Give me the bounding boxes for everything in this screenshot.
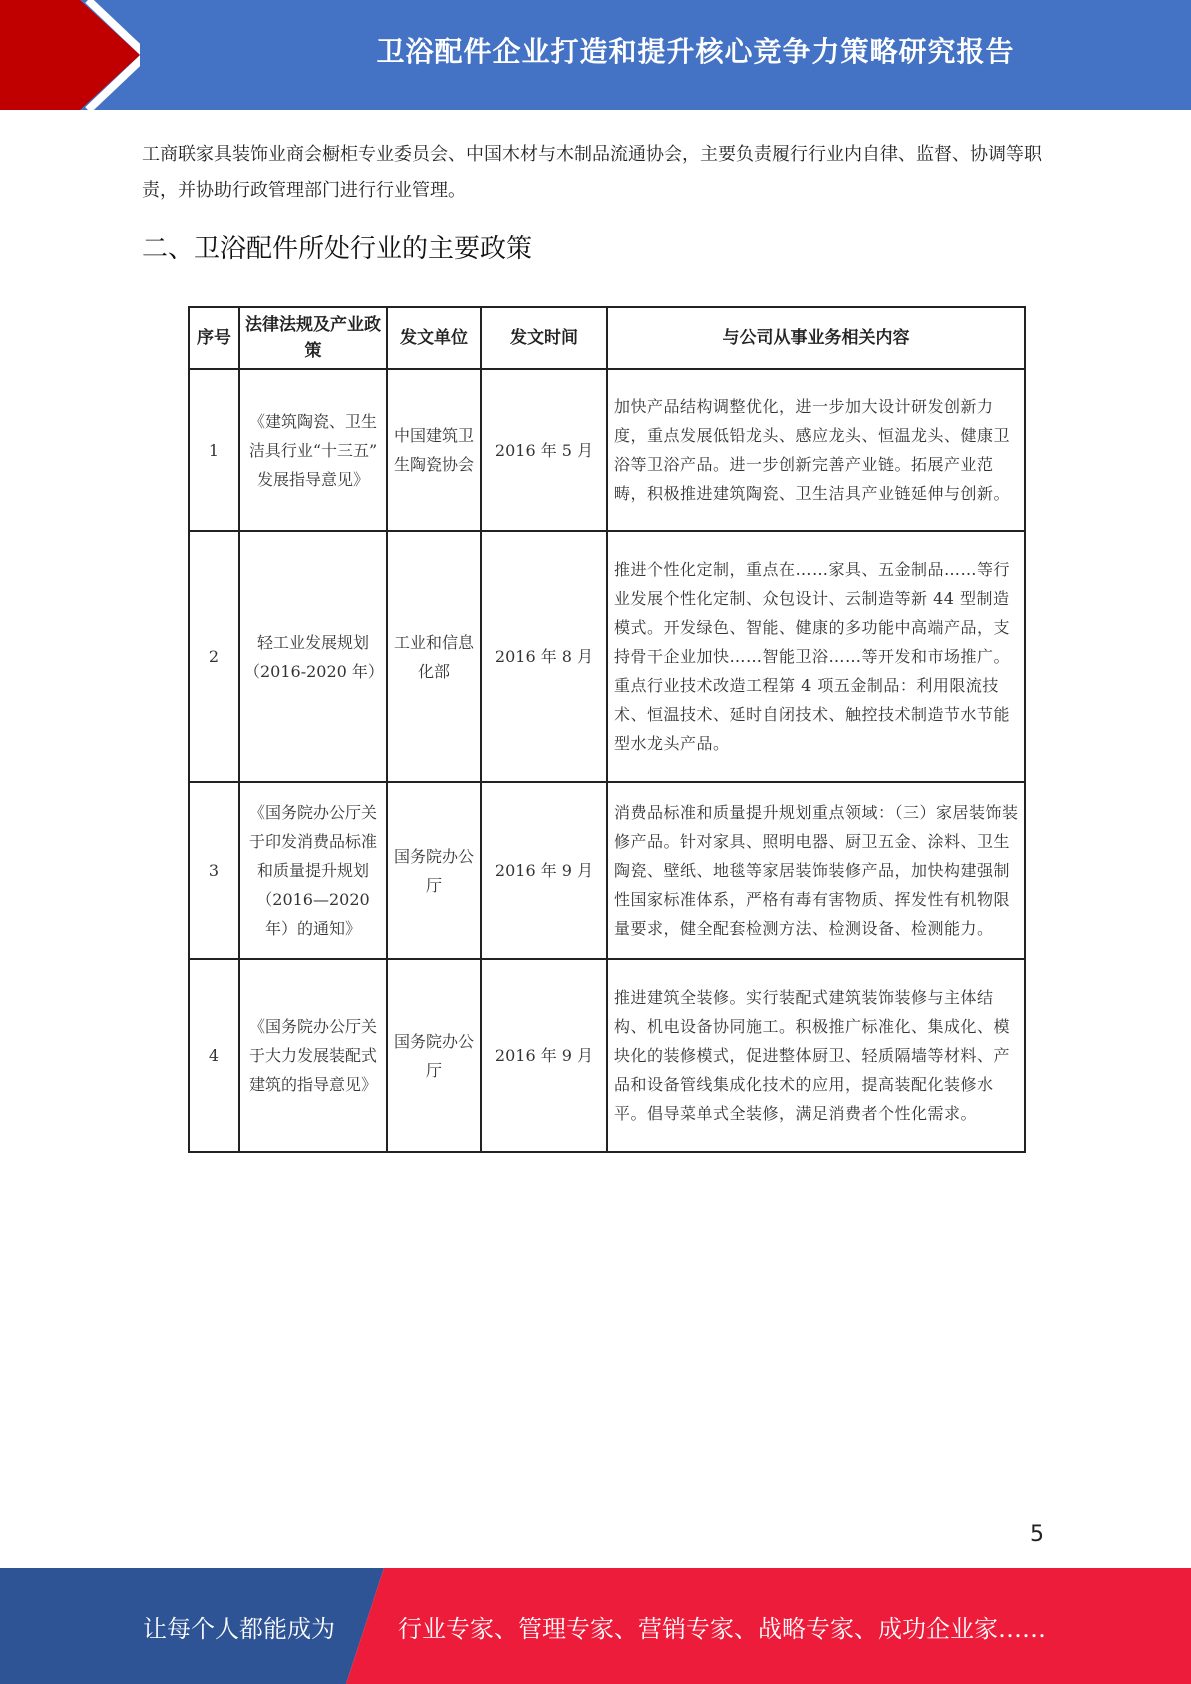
table-row [189, 782, 1025, 959]
header-issuer: 发文单位 [387, 307, 481, 369]
header-content: 与公司从事业务相关内容 [607, 307, 1025, 369]
row-date: 2016 年 5 月 [481, 369, 607, 531]
footer-slogan-left: 让每个人都能成为 [143, 1614, 335, 1643]
policy-table [188, 306, 1026, 1153]
row-content: 加快产品结构调整优化，进一步加大设计研发创新力度，重点发展低铅龙头、感应龙头、恒温龙头、健康卫浴等卫浴产品。进一步创新完善产业链。拓展产业范畴，积极推进建筑陶瓷、卫生洁具产业链延伸与创新。 [607, 369, 1025, 531]
table-row [189, 369, 1025, 531]
row-issuer: 国务院办公厅 [387, 782, 481, 959]
header-banner [0, 0, 1191, 110]
row-no: 3 [189, 782, 239, 959]
intro-paragraph: 工商联家具装饰业商会橱柜专业委员会、中国木材与木制品流通协会，主要负责履行行业内自律、监督、协调等职责，并协助行政管理部门进行行业管理。 [142, 144, 1042, 201]
footer-banner [0, 1568, 1191, 1684]
row-date: 2016 年 9 月 [481, 959, 607, 1152]
row-no: 1 [189, 369, 239, 531]
row-policy: 《国务院办公厅关于大力发展装配式建筑的指导意见》 [239, 959, 387, 1152]
row-issuer: 工业和信息化部 [387, 531, 481, 782]
row-content: 推进个性化定制，重点在……家具、五金制品……等行业发展个性化定制、众包设计、云制造等新 44 型制造模式。开发绿色、智能、健康的多功能中高端产品，支持骨干企业加快……智能卫浴……等开发和市场推广。重点行业技术改造工程第 4 项五金制品：利用限流技术、恒温技术、延时自闭技术、触控技术制造节水节能型水龙头产品。 [607, 531, 1025, 782]
row-date: 2016 年 8 月 [481, 531, 607, 782]
row-content: 推进建筑全装修。实行装配式建筑装饰装修与主体结构、机电设备协同施工。积极推广标准化、集成化、模块化的装修模式，促进整体厨卫、轻质隔墙等材料、产品和设备管线集成化技术的应用，提高装配化装修水平。倡导菜单式全装修，满足消费者个性化需求。 [607, 959, 1025, 1152]
page-number: 5 [1030, 1522, 1044, 1547]
table-header-row [189, 307, 1025, 369]
header-red-chevron [0, 0, 140, 110]
section-title: 二、卫浴配件所处行业的主要政策 [142, 234, 533, 264]
row-issuer: 国务院办公厅 [387, 959, 481, 1152]
header-date: 发文时间 [481, 307, 607, 369]
report-title: 卫浴配件企业打造和提升核心竞争力策略研究报告 [376, 35, 1015, 68]
row-date: 2016 年 9 月 [481, 782, 607, 959]
row-policy: 《国务院办公厅关于印发消费品标准和质量提升规划 （2016—2020 年）的通知》 [239, 782, 387, 959]
footer-slogan-right: 行业专家、管理专家、营销专家、战略专家、成功企业家…… [398, 1614, 1046, 1643]
row-policy: 《建筑陶瓷、卫生洁具行业“十三五” 发展指导意见》 [239, 369, 387, 531]
row-issuer: 中国建筑卫生陶瓷协会 [387, 369, 481, 531]
header-no: 序号 [189, 307, 239, 369]
row-policy: 轻工业发展规划（2016-2020 年） [239, 531, 387, 782]
row-content: 消费品标准和质量提升规划重点领域：（三）家居装饰装修产品。针对家具、照明电器、厨卫五金、涂料、卫生陶瓷、壁纸、地毯等家居装饰装修产品，加快构建强制性国家标准体系，严格有毒有害物质、挥发性有机物限量要求，健全配套检测方法、检测设备、检测能力。 [607, 782, 1025, 959]
table-row [189, 959, 1025, 1152]
row-no: 4 [189, 959, 239, 1152]
table-row [189, 531, 1025, 782]
row-no: 2 [189, 531, 239, 782]
header-policy: 法律法规及产业政策 [239, 307, 387, 369]
